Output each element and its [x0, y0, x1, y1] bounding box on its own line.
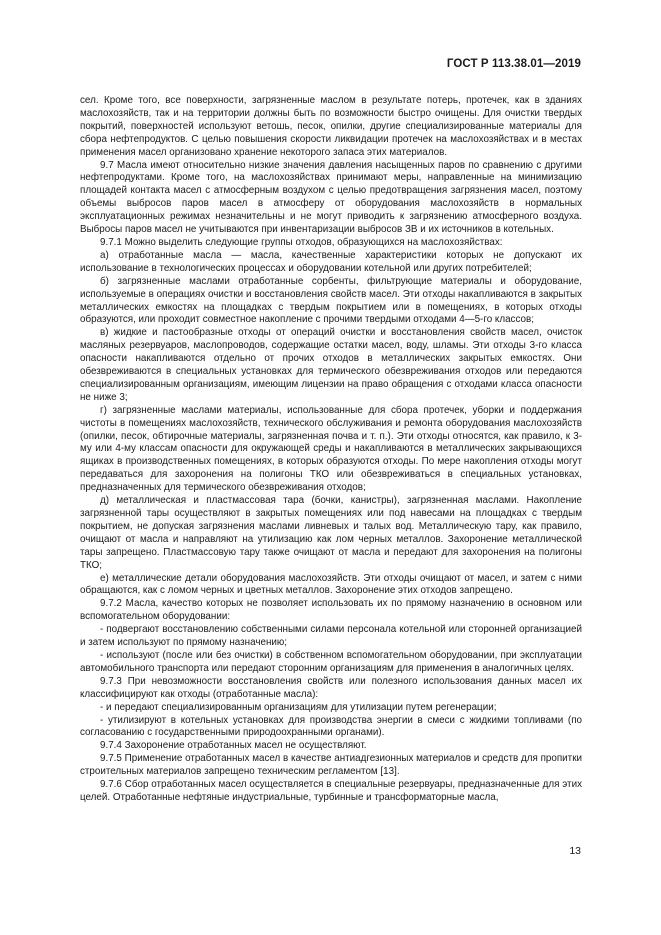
paragraph: а) отработанные масла — масла, качественные характеристики которых не допускают их использование в технологических процессах и оборудовании котельной или других потребителей; [80, 249, 582, 274]
paragraph: е) металлические детали оборудования маслохозяйств. Эти отходы очищают от масел, и затем с ними обращаются, как с ломом черных и цветных металлов. Захоронение этих отходов запрещено. [80, 572, 582, 597]
paragraph: - и передают специализированным организациям для утилизации путем регенерации; [100, 701, 497, 713]
paragraph: сел. Кроме того, все поверхности, загрязненные маслом в результате потерь, протечек, как в зданиях маслохозяйств, так и на территории должны быть по возможности быстро очищены. Для очистки твердых покрытий, поверхностей используют ветошь, песок, опилки, другие специализированные материалы для сбора нефтепродуктов. С целью повышения скорости ликвидации протечек на маслохозяйствах и в местах применения масел организовано хранение некоторого запаса этих материалов. [80, 95, 582, 158]
paragraph: 9.7.6 Сбор отработанных масел осуществляется в специальные резервуары, предназначенные для этих целей. Отработанные нефтяные индустриальные, турбинные и трансформаторные масла, [80, 779, 582, 803]
paragraph: - используют (после или без очистки) в собственном вспомогательном оборудовании, при эксплуатации автомобильного транспорта или передают сторонним организациям для применения в аналогичных целях. [80, 649, 582, 674]
document-body [80, 95, 582, 805]
paragraph: 9.7.1 Можно выделить следующие группы отходов, образующихся на маслохозяйствах: [100, 236, 503, 248]
paragraph: 9.7 Масла имеют относительно низкие значения давления насыщенных паров по сравнению с другими нефтепродуктами. Кроме того, на маслохозяйствах принимают меры, направленные на минимизацию площадей контакта масел с атмосферным воздухом с целью предотвращения загрязнения масел, поэтому объемы выбросов паров масел в атмосферу от оборудования маслохозяйств в нормальных эксплуатационных режимах незначительны и не могут приводить к загрязнению атмосферного воздуха. Выбросы паров масел не учитываются при инвентаризации выбросов ЗВ и их источников в котельных. [80, 159, 582, 236]
paragraph: б) загрязненные маслами отработанные сорбенты, фильтрующие материалы и оборудование, используемые в операциях очистки и восстановления свойств масел. Эти отходы накапливаются в закрытых металлических емкостях на площадках с твердым покрытием или в помещениях, в которых отходы образуются, или проходит совместное накопление с прочими твердыми отходами 4—5-го классов; [80, 275, 582, 326]
paragraph: д) металлическая и пластмассовая тара (бочки, канистры), загрязненная маслами. Накопление загрязненной тары осуществляют в закрытых помещениях или под навесами на площадках с твердым покрытием, не допуская загрязнения маслами ливневых и талых вод. Металлическую тару, как правило, очищают от масла и направляют на утилизацию как лом черных металлов. Захоронение металлической тары запрещено. Пластмассовую тару также очищают от масла и передают для захоронения на полигоны ТКО; [80, 495, 582, 571]
document-code-header: ГОСТ Р 113.38.01—2019 [446, 58, 581, 70]
paragraph: 9.7.5 Применение отработанных масел в качестве антиадгезионных материалов и средств для пропитки строительных материалов запрещено техническим регламентом [13]. [80, 753, 582, 778]
paragraph: г) загрязненные маслами материалы, использованные для сбора протечек, уборки и поддержания чистоты в помещениях маслохозяйств, технического обслуживания и ремонта оборудования маслохозяйств (опилки, песок, обтирочные материалы, загрязненная почва и т. п.). Эти отходы относятся, как правило, к 3-му или 4-му классам опасности для окружающей среды и накапливаются в металлических закрывающихся ящиках в производственных помещениях, в которых образуются отходы. По мере накопления отходы могут передаваться для захоронения на полигоны ТКО или обезвреживаться в специальных установках, предназначенных для термического обезвреживания отходов; [80, 404, 582, 494]
paragraph: 9.7.3 При невозможности восстановления свойств или полезного использования данных масел их классифицируют как отходы (отработанные масла): [80, 675, 582, 700]
paragraph: 9.7.2 Масла, качество которых не позволяет использовать их по прямому назначению в основном или вспомогательном оборудовании: [80, 598, 582, 623]
page-number: 13 [569, 845, 581, 857]
paragraph: - подвергают восстановлению собственными силами персонала котельной или сторонней организацией и затем используют по прямому назначению; [80, 624, 582, 649]
paragraph: в) жидкие и пастообразные отходы от операций очистки и восстановления свойств масел, очисток масляных резервуаров, маслопроводов, содержащие остатки масел, воду, шламы. Эти отходы 3-го класса опасности накапливаются отдельно от прочих отходов в металлических закрытых емкостях. Они обезвреживаются в специальных установках для термического обезвреживания отходов или передаются специализированным организациям, имеющим лицензии на право обращения с отходами класса опасности не ниже 3; [80, 327, 582, 403]
paragraph: 9.7.4 Захоронение отработанных масел не осуществляют. [100, 740, 367, 752]
paragraph: - утилизируют в котельных установках для производства энергии в смеси с жидкими топливами (по согласованию с государственными природоохранными органами). [80, 714, 582, 739]
